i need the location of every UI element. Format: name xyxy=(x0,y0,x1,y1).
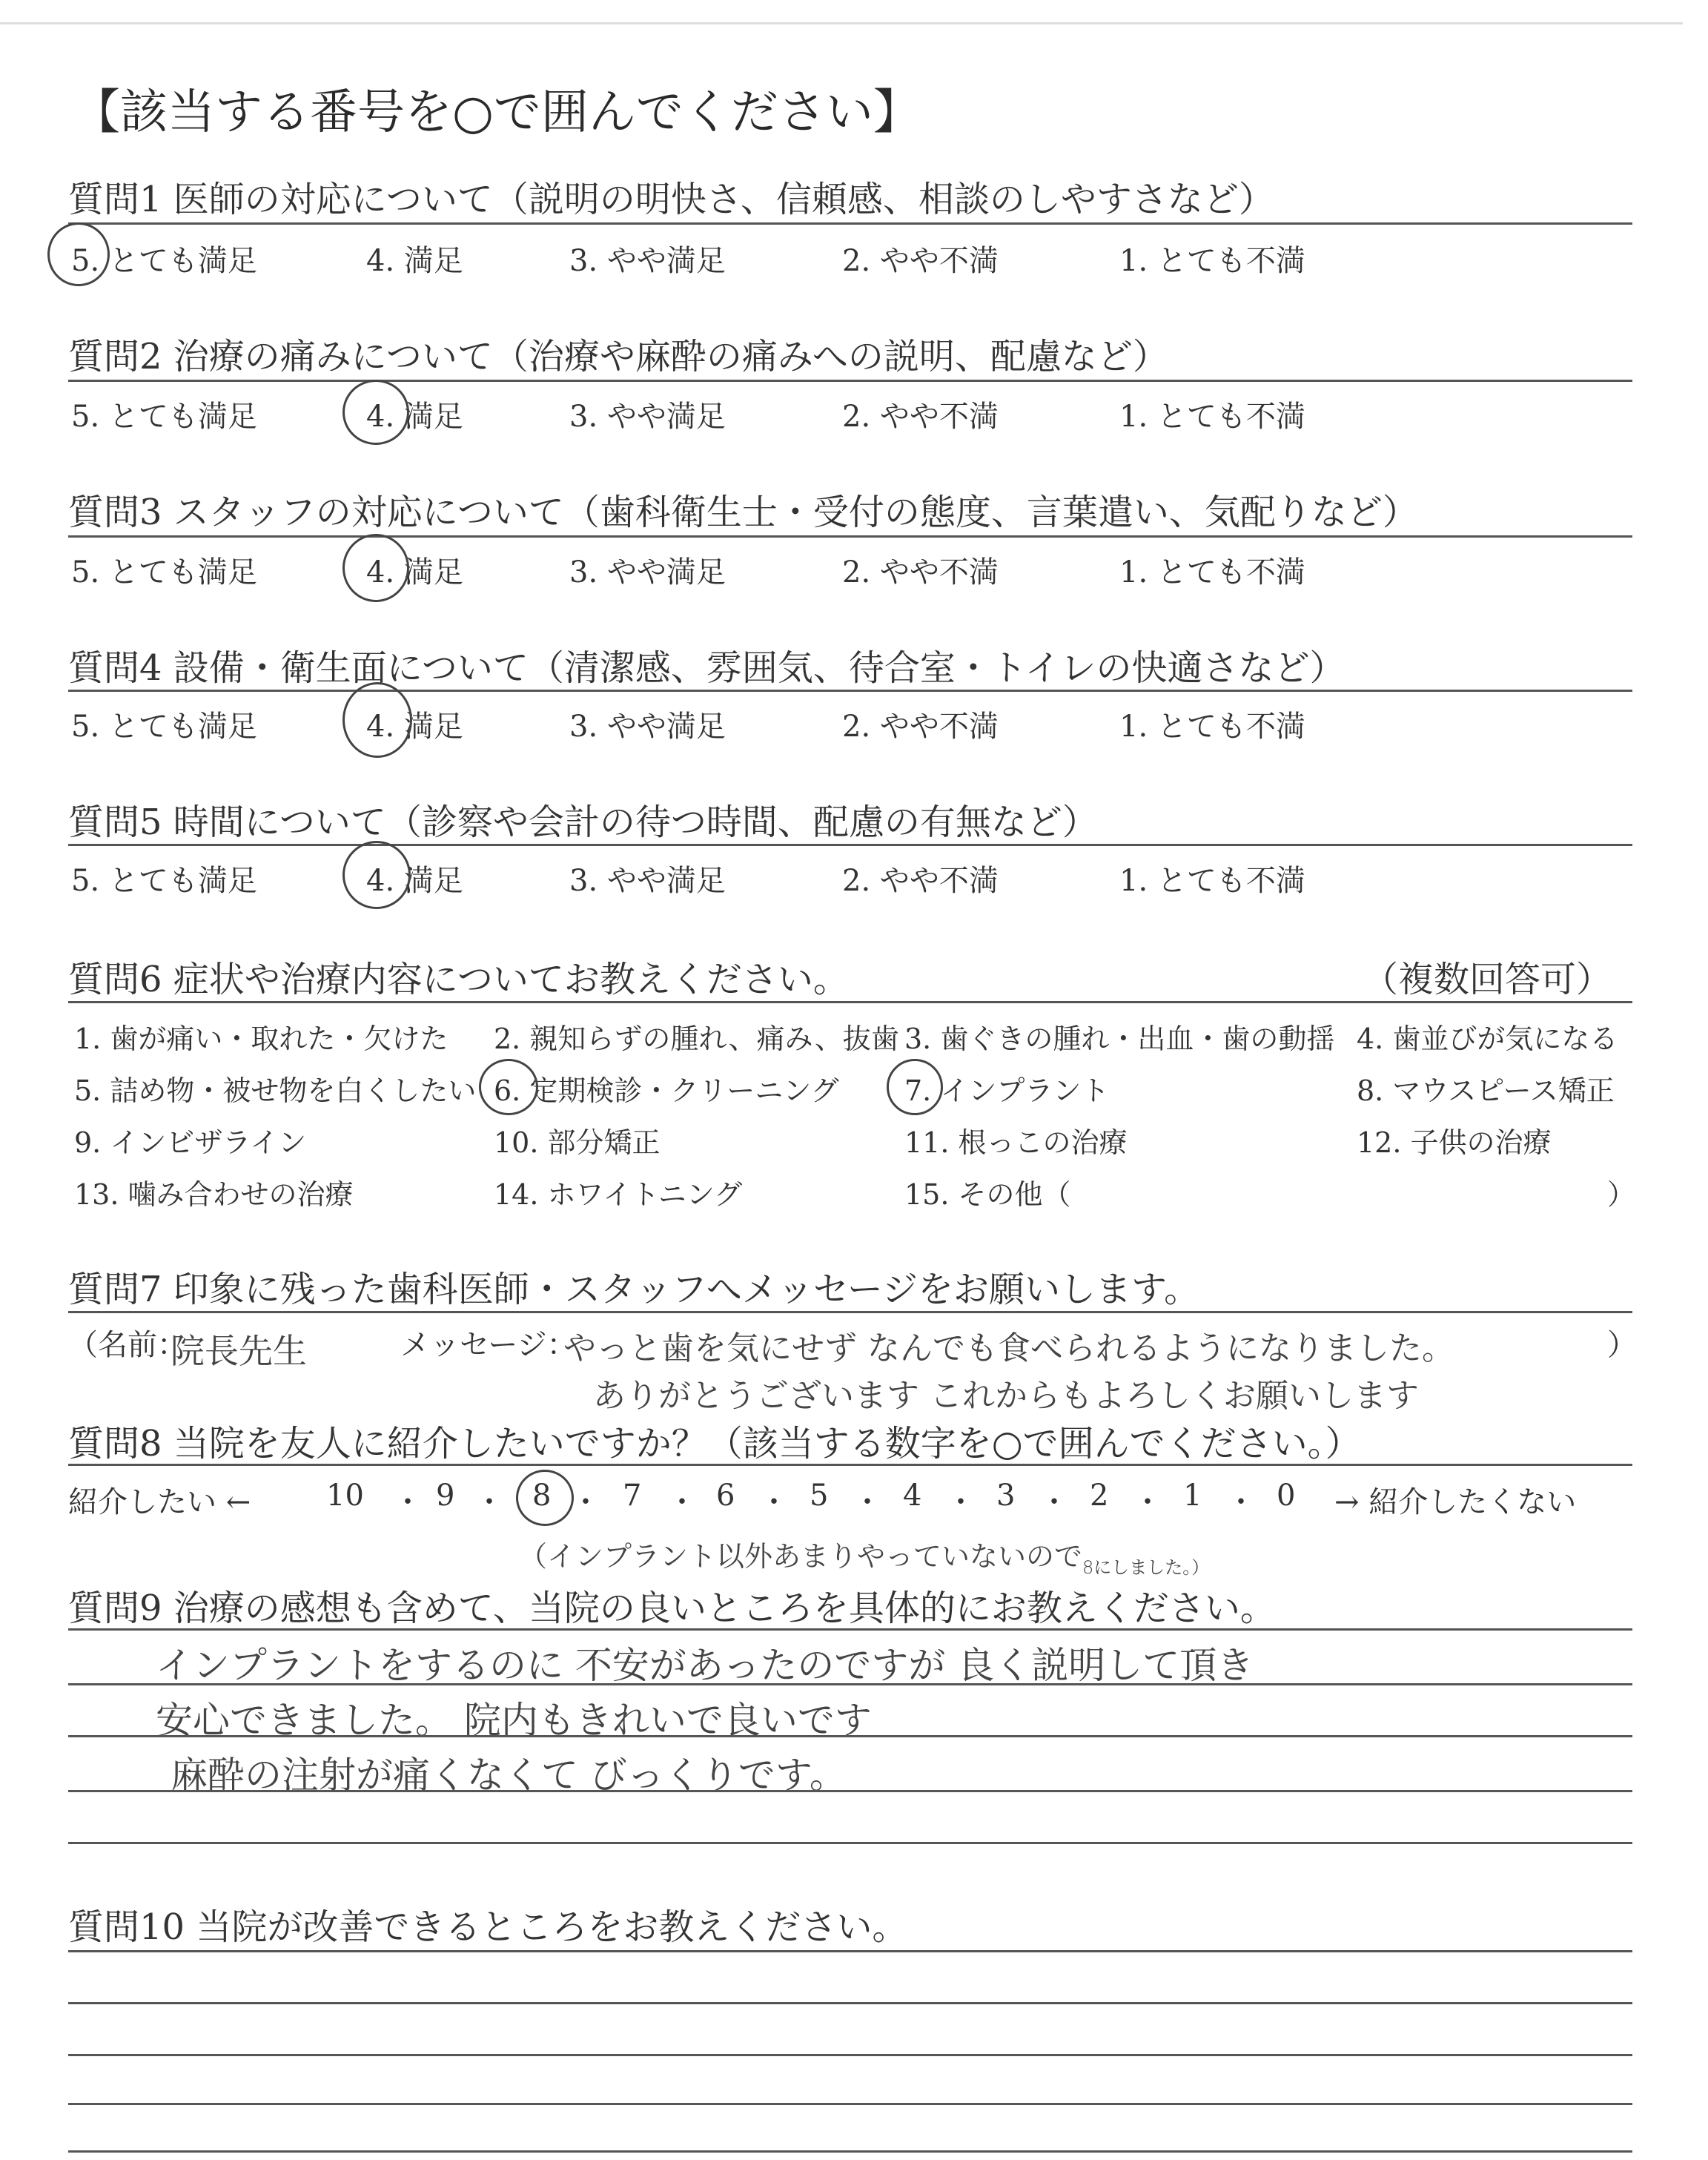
q6-item-6-circle xyxy=(479,1059,538,1115)
question-7-rule xyxy=(68,1311,1632,1313)
q8-left-label: 紹介したい ← xyxy=(68,1485,251,1519)
q10-line-3 xyxy=(68,2054,1632,2056)
question-4-label: 質問4 設備・衛生面について（清潔感、雰囲気、待合室・トイレの快適さなど） xyxy=(68,647,1345,689)
question-2-label: 質問2 治療の痛みについて（治療や麻酔の痛みへの説明、配慮など） xyxy=(68,336,1168,377)
q2-option-3[interactable]: 3. やや満足 xyxy=(569,400,726,434)
q8-number-4[interactable]: 4 xyxy=(903,1479,922,1513)
q8-right-label: → 紹介したくない xyxy=(1334,1485,1577,1519)
question-8-rule xyxy=(68,1464,1632,1466)
scan-edge-line xyxy=(0,22,1683,24)
question-6-rule xyxy=(68,1001,1632,1003)
q1-option-2[interactable]: 2. やや不満 xyxy=(842,244,999,278)
q4-option-2[interactable]: 2. やや不満 xyxy=(842,710,999,744)
q9-line-4 xyxy=(68,1842,1632,1844)
q8-number-7[interactable]: 7 xyxy=(623,1479,642,1513)
q10-line-1 xyxy=(68,1950,1632,1952)
q10-line-5 xyxy=(68,2150,1632,2153)
q4-option-5[interactable]: 5. とても満足 xyxy=(71,710,257,744)
q8-number-1[interactable]: 1 xyxy=(1183,1479,1202,1513)
q5-option-4[interactable]: 4. 満足 xyxy=(366,864,463,898)
question-5-label: 質問5 時間について（診察や会計の待つ時間、配慮の有無など） xyxy=(68,802,1098,843)
question-6-note: （複数回答可） xyxy=(1363,959,1612,1000)
q7-message-line-1[interactable]: やっと歯を気にせず なんでも食べられるようになりました。 xyxy=(563,1330,1454,1367)
question-2-rule xyxy=(68,380,1632,382)
q2-option-2[interactable]: 2. やや不満 xyxy=(842,400,999,434)
q8-dot: ・ xyxy=(946,1485,976,1519)
q8-number-5[interactable]: 5 xyxy=(810,1479,829,1513)
q1-option-3[interactable]: 3. やや満足 xyxy=(569,244,726,278)
q1-option-1[interactable]: 1. とても不満 xyxy=(1119,244,1305,278)
q5-option-1[interactable]: 1. とても不満 xyxy=(1119,864,1305,898)
q7-name-label: （名前： xyxy=(68,1328,187,1362)
q5-option-2[interactable]: 2. やや不満 xyxy=(842,864,999,898)
q6-item-1[interactable]: 1. 歯が痛い・取れた・欠けた xyxy=(74,1023,448,1055)
q8-dot: ・ xyxy=(1133,1485,1162,1519)
q3-option-2[interactable]: 2. やや不満 xyxy=(842,555,999,589)
question-3-label: 質問3 スタッフの対応について（歯科衛生士・受付の態度、言葉遣い、気配りなど） xyxy=(68,492,1418,533)
q6-item-9[interactable]: 9. インビザライン xyxy=(74,1126,307,1159)
q6-item-11[interactable]: 11. 根っこの治療 xyxy=(904,1126,1128,1159)
q2-option-4[interactable]: 4. 満足 xyxy=(366,400,463,434)
q6-item-15-close: ） xyxy=(1607,1178,1636,1211)
q9-line-0 xyxy=(68,1628,1632,1631)
q6-item-13[interactable]: 13. 噛み合わせの治療 xyxy=(74,1178,354,1211)
q5-selection-circle xyxy=(342,841,411,909)
q1-selection-circle xyxy=(47,222,110,286)
question-1-rule xyxy=(68,222,1632,225)
question-8-label: 質問8 当院を友人に紹介したいですか？（該当する数字を○で囲んでください。） xyxy=(68,1423,1361,1464)
q9-answer-line-1[interactable]: インプラントをするのに 不安があったのですが 良く説明して頂き xyxy=(156,1644,1254,1687)
q2-option-1[interactable]: 1. とても不満 xyxy=(1119,400,1305,434)
q4-option-4[interactable]: 4. 満足 xyxy=(366,710,463,744)
q1-option-4[interactable]: 4. 満足 xyxy=(366,244,463,278)
q6-item-7-circle xyxy=(887,1059,943,1115)
q8-dot: ・ xyxy=(667,1485,697,1519)
q4-selection-circle xyxy=(342,682,412,758)
page-title: 【該当する番号を○で囲んでください】 xyxy=(73,85,921,140)
q8-handwritten-note-2: 8にしました。） xyxy=(1082,1557,1210,1578)
q7-message-line-2[interactable]: ありがとうございます これからもよろしくお願いします xyxy=(593,1377,1419,1415)
q5-option-5[interactable]: 5. とても満足 xyxy=(71,864,257,898)
q10-line-2 xyxy=(68,2002,1632,2004)
q8-handwritten-note: （インプラント以外あまりやっていないので xyxy=(519,1540,1083,1573)
q6-item-8[interactable]: 8. マウスピース矯正 xyxy=(1357,1074,1615,1107)
q5-option-3[interactable]: 3. やや満足 xyxy=(569,864,726,898)
q7-name-value[interactable]: 院長先生 xyxy=(171,1331,307,1371)
q8-dot: ・ xyxy=(571,1485,600,1519)
q8-dot: ・ xyxy=(1226,1485,1256,1519)
question-9-label: 質問9 治療の感想も含めて、当院の良いところを具体的にお教えください。 xyxy=(68,1588,1276,1629)
q8-selection-circle xyxy=(516,1470,574,1526)
q8-dot: ・ xyxy=(393,1485,423,1519)
q2-option-5[interactable]: 5. とても満足 xyxy=(71,400,257,434)
q8-dot: ・ xyxy=(759,1485,789,1519)
question-6-label: 質問6 症状や治療内容についてお教えください。 xyxy=(68,959,849,1000)
q6-item-14[interactable]: 14. ホワイトニング xyxy=(494,1178,743,1211)
q1-option-5[interactable]: 5. とても満足 xyxy=(71,244,257,278)
q6-item-2[interactable]: 2. 親知らずの腫れ、痛み、抜歯 xyxy=(494,1023,899,1055)
q8-number-2[interactable]: 2 xyxy=(1090,1479,1109,1513)
q3-selection-circle xyxy=(342,534,409,602)
q6-item-4[interactable]: 4. 歯並びが気になる xyxy=(1357,1023,1618,1055)
q8-number-9[interactable]: 9 xyxy=(436,1479,455,1513)
q6-item-12[interactable]: 12. 子供の治療 xyxy=(1357,1126,1552,1159)
question-3-rule xyxy=(68,535,1632,538)
q6-item-3[interactable]: 3. 歯ぐきの腫れ・出血・歯の動揺 xyxy=(904,1023,1335,1055)
q8-dot: ・ xyxy=(474,1485,504,1519)
q10-line-4 xyxy=(68,2103,1632,2105)
q8-number-10[interactable]: 10 xyxy=(326,1479,364,1513)
q3-option-1[interactable]: 1. とても不満 xyxy=(1119,555,1305,589)
q8-number-3[interactable]: 3 xyxy=(996,1479,1016,1513)
question-10-label: 質問10 当院が改善できるところをお教えください。 xyxy=(68,1906,908,1948)
q3-option-4[interactable]: 4. 満足 xyxy=(366,555,463,589)
q7-message-label: メッセージ： xyxy=(400,1328,577,1362)
q4-option-3[interactable]: 3. やや満足 xyxy=(569,710,726,744)
q2-selection-circle xyxy=(342,380,409,445)
q3-option-5[interactable]: 5. とても満足 xyxy=(71,555,257,589)
q8-number-0[interactable]: 0 xyxy=(1277,1479,1296,1513)
q6-item-15[interactable]: 15. その他（ xyxy=(904,1178,1071,1211)
q9-line-1 xyxy=(68,1683,1632,1685)
q8-dot: ・ xyxy=(1039,1485,1069,1519)
question-7-label: 質問7 印象に残った歯科医師・スタッフへメッセージをお願いします。 xyxy=(68,1269,1200,1310)
q3-option-3[interactable]: 3. やや満足 xyxy=(569,555,726,589)
q8-number-6[interactable]: 6 xyxy=(716,1479,735,1513)
q6-item-10[interactable]: 10. 部分矯正 xyxy=(494,1126,661,1159)
q4-option-1[interactable]: 1. とても不満 xyxy=(1119,710,1305,744)
question-4-rule xyxy=(68,690,1632,692)
q8-number-8[interactable]: 8 xyxy=(532,1479,552,1513)
q7-close-paren: ） xyxy=(1607,1328,1637,1362)
q9-line-2 xyxy=(68,1735,1632,1737)
question-5-rule xyxy=(68,844,1632,846)
q6-item-6[interactable]: 6. 定期検診・クリーニング xyxy=(494,1074,839,1107)
q9-line-3 xyxy=(68,1790,1632,1792)
q6-item-7[interactable]: 7. インプラント xyxy=(904,1074,1110,1107)
q9-answer-line-2[interactable]: 安心できました。 院内もきれいで良いです xyxy=(156,1699,872,1742)
question-1-label: 質問1 医師の対応について（説明の明快さ、信頼感、相談のしやすさなど） xyxy=(68,179,1274,220)
q6-item-5[interactable]: 5. 詰め物・被せ物を白くしたい xyxy=(74,1074,477,1107)
q8-dot: ・ xyxy=(853,1485,882,1519)
q9-answer-line-3[interactable]: 麻酔の注射が痛くなくて びっくりです。 xyxy=(171,1754,847,1797)
